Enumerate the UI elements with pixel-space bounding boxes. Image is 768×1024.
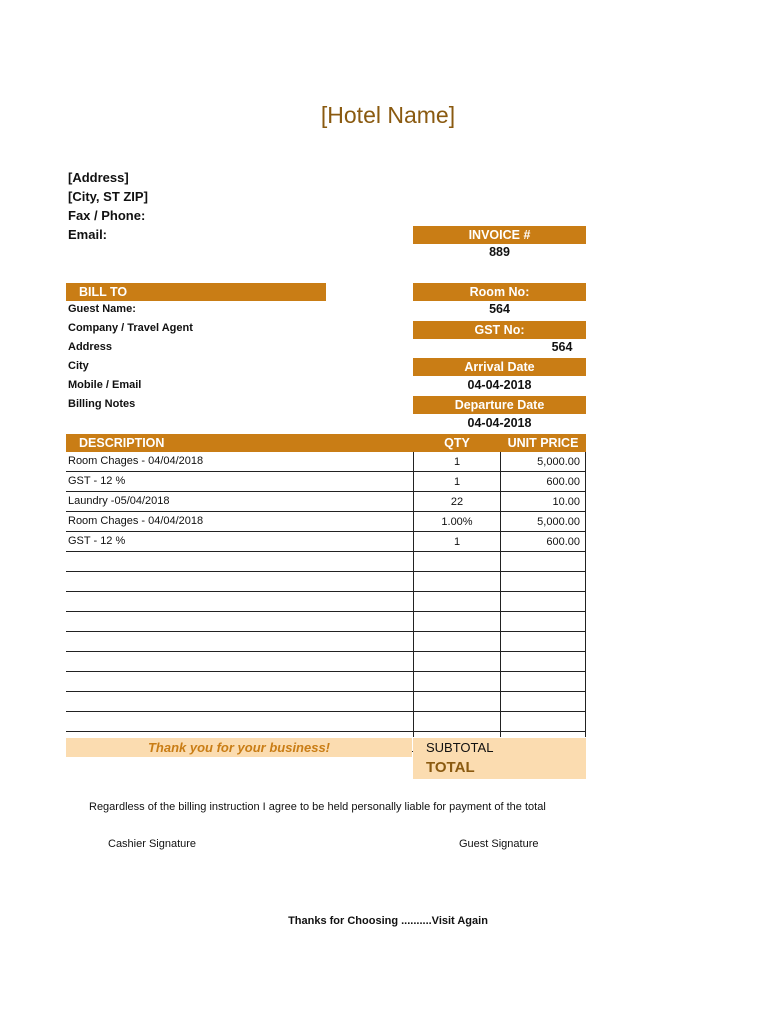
item-description: Room Chages - 04/04/2018 <box>68 455 204 467</box>
item-qty: 1.00% <box>441 516 473 528</box>
item-unit-price: 600.00 <box>546 536 580 548</box>
description-header: DESCRIPTION <box>79 436 165 450</box>
departure-date-value: 04-04-2018 <box>467 416 532 430</box>
table-row <box>66 692 586 712</box>
items-table <box>66 452 586 752</box>
unit-price-header: UNIT PRICE <box>507 436 579 450</box>
footer-message: Thanks for Choosing ..........Visit Again <box>288 915 488 927</box>
table-right-border <box>585 452 586 737</box>
hotel-name-title: [Hotel Name] <box>320 102 456 128</box>
item-description: Laundry -05/04/2018 <box>68 495 170 507</box>
table-row <box>66 512 586 532</box>
item-unit-price: 600.00 <box>546 476 580 488</box>
item-qty: 1 <box>453 456 461 468</box>
invoice-number-label: INVOICE # <box>413 226 586 244</box>
item-description: Room Chages - 04/04/2018 <box>68 515 204 527</box>
price-column-divider <box>500 452 501 737</box>
mobile-email-label: Mobile / Email <box>68 379 142 391</box>
guest-signature-label: Guest Signature <box>459 838 539 850</box>
table-row <box>66 672 586 692</box>
table-row <box>66 572 586 592</box>
arrival-date-value: 04-04-2018 <box>467 378 532 392</box>
table-row <box>66 632 586 652</box>
item-description: GST - 12 % <box>68 535 126 547</box>
bill-to-heading: BILL TO <box>66 283 326 301</box>
fax-phone-label: Fax / Phone: <box>68 208 146 223</box>
table-row <box>66 452 586 472</box>
item-description: GST - 12 % <box>68 475 126 487</box>
item-unit-price: 5,000.00 <box>537 456 580 468</box>
guest-name-label: Guest Name: <box>68 303 136 315</box>
arrival-date-label: Arrival Date <box>413 358 586 376</box>
table-row <box>66 552 586 572</box>
item-unit-price: 10.00 <box>552 496 580 508</box>
qty-header: QTY <box>444 436 470 450</box>
items-table-header <box>66 434 586 452</box>
room-no-label: Room No: <box>413 283 586 301</box>
item-qty: 22 <box>450 496 464 508</box>
table-row <box>66 712 586 732</box>
city-label: City <box>68 360 89 372</box>
email-label: Email: <box>68 227 108 242</box>
item-qty: 1 <box>453 536 461 548</box>
thank-you-message: Thank you for your business! <box>66 738 412 757</box>
gst-no-value: 564 <box>551 340 573 354</box>
item-qty: 1 <box>453 476 461 488</box>
billing-notes-label: Billing Notes <box>68 398 136 410</box>
room-no-value: 564 <box>489 302 510 316</box>
table-row <box>66 492 586 512</box>
item-unit-price: 5,000.00 <box>537 516 580 528</box>
table-row <box>66 472 586 492</box>
cashier-signature-label: Cashier Signature <box>108 838 197 850</box>
bill-address-label: Address <box>68 341 113 353</box>
city-state-zip: [City, ST ZIP] <box>68 189 148 204</box>
liability-disclaimer: Regardless of the billing instruction I agree to be held personally liable for payment of the total <box>89 801 546 813</box>
company-travel-agent-label: Company / Travel Agent <box>68 322 193 334</box>
subtotal-label: SUBTOTAL <box>426 740 494 755</box>
qty-column-divider <box>413 452 414 737</box>
table-row <box>66 532 586 552</box>
address-line: [Address] <box>68 170 129 185</box>
table-row <box>66 652 586 672</box>
table-row <box>66 592 586 612</box>
invoice-number-value: 889 <box>489 245 510 259</box>
total-label: TOTAL <box>426 759 475 776</box>
gst-no-label: GST No: <box>413 321 586 339</box>
departure-date-label: Departure Date <box>413 396 586 414</box>
table-row <box>66 612 586 632</box>
